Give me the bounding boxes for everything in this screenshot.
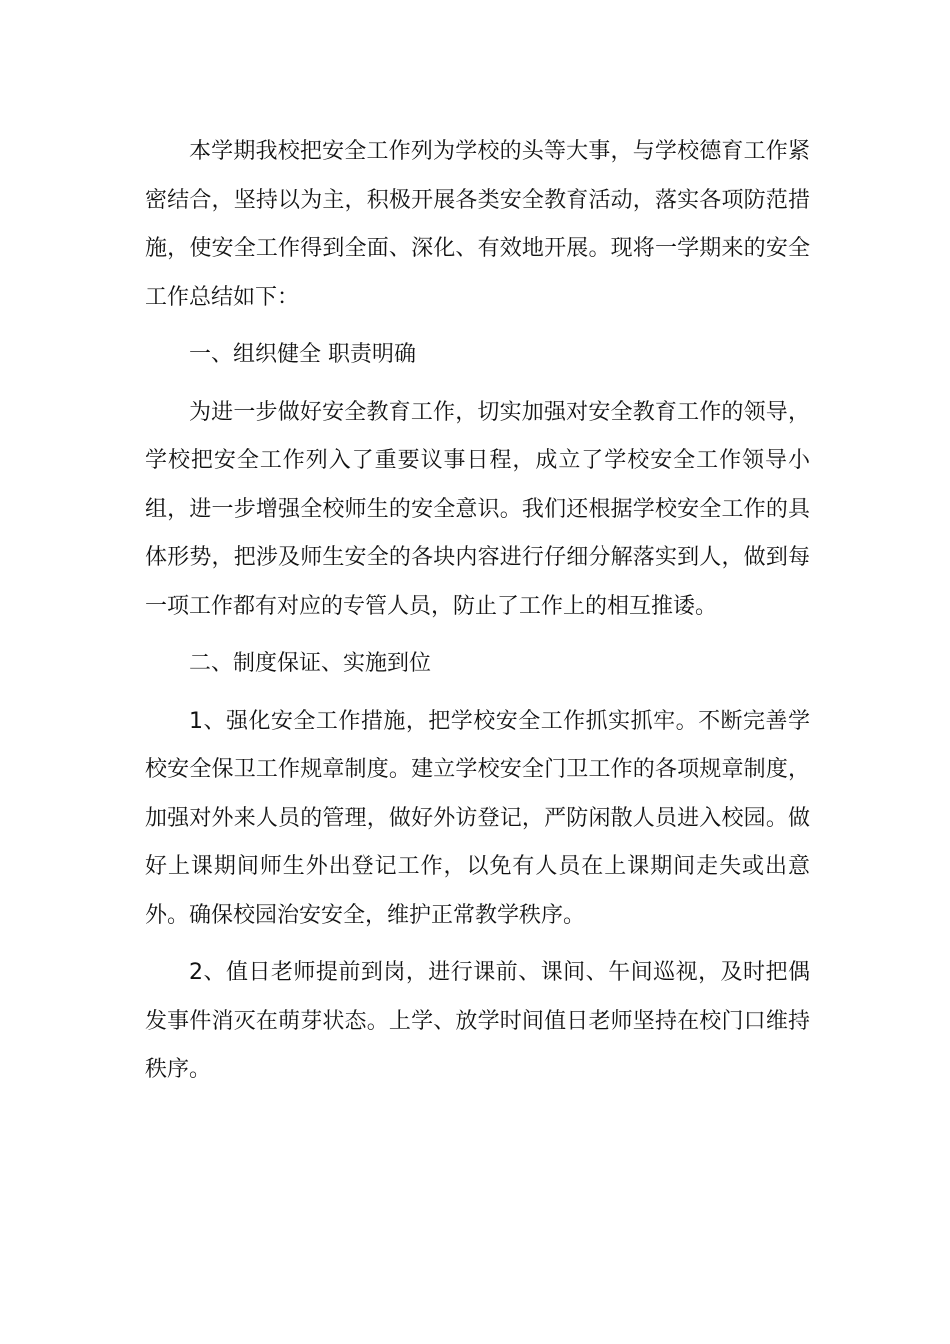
section-1-paragraph: 为进一步做好安全教育工作，切实加强对安全教育工作的领导，学校把安全工作列入了重要议事日程，成立了学校安全工作领导小组，进一步增强全校师生的安全意识。我们还根据学校安全工作的具体形势，把涉及师生安全的各块内容进行仔细分解落实到人，做到每一项工作都有对应的专管人员，防止了工作上的相互推诿。: [145, 399, 810, 619]
document-body: [145, 128, 810, 1104]
section-2-item-1: 1、强化安全工作措施，把学校安全工作抓实抓牢。不断完善学校安全保卫工作规章制度。建立学校安全门卫工作的各项规章制度，加强对外来人员的管理，做好外访登记，严防闲散人员进入校园。做好上课期间师生外出登记工作，以免有人员在上课期间走失或出意外。确保校园治安安全，维护正常教学秩序。: [145, 708, 810, 928]
intro-paragraph: 本学期我校把安全工作列为学校的头等大事，与学校德育工作紧密结合，坚持以为主，积极开展各类安全教育活动，落实各项防范措施，使安全工作得到全面、深化、有效地开展。现将一学期来的安全工作总结如下：: [145, 139, 810, 310]
section-heading-1: 一、组织健全 职责明确: [189, 342, 416, 367]
section-heading-2: 二、制度保证、实施到位: [189, 651, 432, 676]
section-2-item-2: 2、值日老师提前到岗，进行课前、课间、午间巡视，及时把偶发事件消灭在萌芽状态。上学、放学时间值日老师坚持在校门口维持秩序。: [145, 960, 810, 1082]
